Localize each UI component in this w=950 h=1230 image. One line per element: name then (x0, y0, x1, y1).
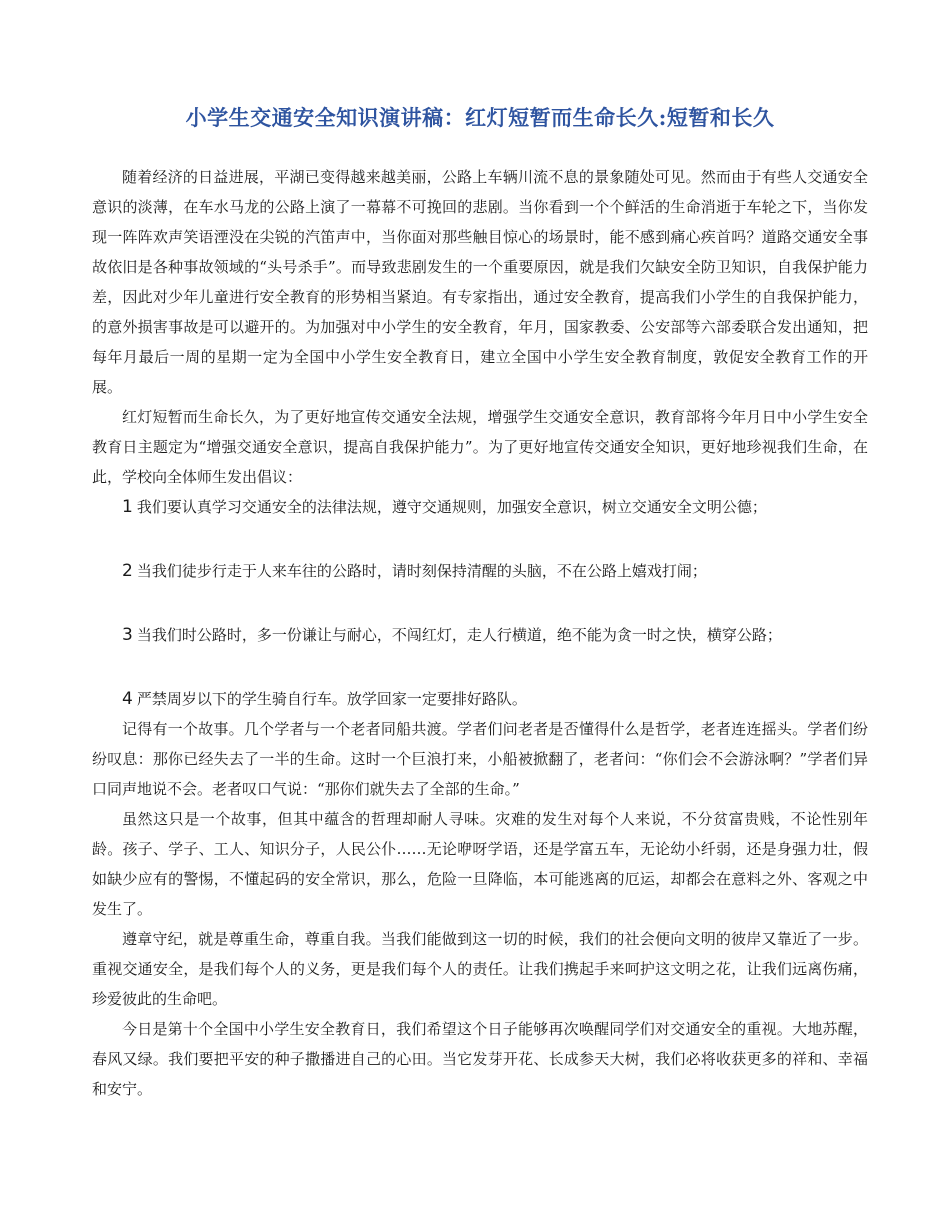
item-text: 我们要认真学习交通安全的法律法规，遵守交通规则，加强安全意识，树立交通安全文明公德； (136, 498, 767, 516)
paragraph: 虽然这只是一个故事，但其中蕴含的哲理却耐人寻味。灾难的发生对每个人来说，不分贫富贵贱，不论性别年龄。孩子、学子、工人、知识分子，人民公仆……无论咿呀学语，还是学富五车，无论幼小纤弱，还是身强力壮，假如缺少应有的警惕，不懂起码的安全常识，那么，危险一旦降临，本可能逃离的厄运，却都会在意料之外、客观之中发生了。 (92, 810, 868, 918)
item-number: 1 (122, 497, 133, 517)
document-page (92, 100, 868, 1104)
item-number: 4 (122, 689, 133, 709)
item-number: 2 (122, 561, 133, 581)
paragraph: 红灯短暂而生命长久，为了更好地宣传交通安全法规，增强学生交通安全意识，教育部将今年月日中小学生安全教育日主题定为“增强交通安全意识，提高自我保护能力”。为了更好地宣传交通安全知识，更好地珍视我们生命，在此，学校向全体师生发出倡议： (92, 408, 868, 486)
item-text: 严禁周岁以下的学生骑自行车。放学回家一定要排好路队。 (136, 690, 527, 708)
paragraph: 今日是第十个全国中小学生安全教育日，我们希望这个日子能够再次唤醒同学们对交通安全的重视。大地苏醒，春风又绿。我们要把平安的种子撒播进自己的心田。当它发芽开花、长成参天大树，我们必将收获更多的祥和、幸福和安宁。 (92, 1020, 868, 1098)
paragraph: 随着经济的日益进展，平湖已变得越来越美丽，公路上车辆川流不息的景象随处可见。然而由于有些人交通安全意识的淡薄，在车水马龙的公路上演了一幕幕不可挽回的悲剧。当你看到一个个鲜活的生命消逝于车轮之下，当你发现一阵阵欢声笑语湮没在尖锐的汽笛声中，当你面对那些触目惊心的场景时，能不感到痛心疾首吗？道路交通安全事故依旧是各种事故领域的“头号杀手”。而导致悲剧发生的一个重要原因，就是我们欠缺安全防卫知识，自我保护能力差，因此对少年儿童进行安全教育的形势相当紧迫。有专家指出，通过安全教育，提高我们小学生的自我保护能力，的意外损害事故是可以避开的。为加强对中小学生的安全教育，年月，国家教委、公安部等六部委联合发出通知，把每年月最后一周的星期一定为全国中小学生安全教育日，建立全国中小学生安全教育制度，敦促安全教育工作的开展。 (92, 168, 868, 396)
proposal-item-3 (92, 620, 868, 650)
paragraph: 遵章守纪，就是尊重生命，尊重自我。当我们能做到这一切的时候，我们的社会便向文明的彼岸又靠近了一步。重视交通安全，是我们每个人的义务，更是我们每个人的责任。让我们携起手来呵护这文明之花，让我们远离伤痛，珍爱彼此的生命吧。 (92, 930, 868, 1008)
item-text: 当我们时公路时，多一份谦让与耐心，不闯红灯，走人行横道，绝不能为贪一时之快，横穿公路； (136, 626, 782, 644)
document-title: 小学生交通安全知识演讲稿：红灯短暂而生命长久:短暂和长久 (185, 105, 775, 130)
proposal-item-4 (92, 684, 868, 714)
paragraph: 记得有一个故事。几个学者与一个老者同船共渡。学者们问老者是否懂得什么是哲学，老者连连摇头。学者们纷纷叹息：那你已经失去了一半的生命。这时一个巨浪打来，小船被掀翻了，老者问：“你们会不会游泳啊？”学者们异口同声地说不会。老者叹口气说：“那你们就失去了全部的生命。” (92, 720, 868, 798)
item-number: 3 (122, 625, 133, 645)
proposal-item-2 (92, 556, 868, 586)
proposal-item-1 (92, 492, 868, 522)
item-text: 当我们徒步行走于人来车往的公路时，请时刻保持清醒的头脑，不在公路上嬉戏打闹； (136, 562, 707, 580)
